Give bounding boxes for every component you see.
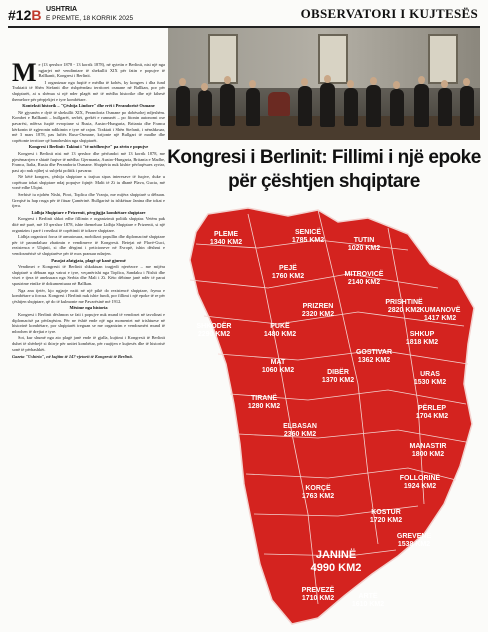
map-svg [168,204,482,628]
map-label-area: 1704 KM2 [415,413,449,420]
map-label-name: PEJË [279,265,297,272]
map-label-name: SHKODËR [196,323,232,330]
map-label-name: FOLLORINË [399,475,441,482]
map-label-name: PRIZREN [302,303,334,310]
article-body [12,62,165,622]
map-label-area: 1760 KM2 [271,273,305,280]
map-label-area: 4990 KM2 [310,562,362,574]
map-label-area: 1763 KM2 [301,493,335,500]
map-label-area: 1280 KM2 [247,403,281,410]
drop-cap: M [12,62,37,87]
map-label-area: 1340 KM2 [209,239,243,246]
map-label-area: 1610 KM2 [351,601,385,608]
section-title: OBSERVATORI I KUJTESËS [300,6,478,21]
map-label-name: GREVENË [396,533,432,540]
map-label-area: 2320 KM2 [301,311,335,318]
article-paragraph: Në këtë kongres, çështja shqiptare u trajtua sipas interesave të fuqive, duke u copëtuar tokat shqiptare ndaj popujve fqinjë: Malit të Zi iu dhanë Plava, Gucia, më vonë edhe Ulqini. [12,174,165,191]
article-paragraph: e (13 qershor 1878 - 13 korrik 1878), në qytetin e Berlinit, nisi një nga ngjarjet më vendimtare të shekullit XIX për fatin e popujve të Ballkanit, Kongresi i Berlinit. [38,62,165,79]
article-signature: Gazeta "Ushtria", në kujtim të 147-vjetorit të Kongresit të Berlinit. [12,354,133,360]
albanian-lands-map [168,204,482,628]
map-label-area: 1538 KM2 [397,541,431,548]
map-label-area: 1785 KM2 [291,237,325,244]
map-label-area: 2140 KM2 [347,279,381,286]
map-label-area: 2820 KM2 [387,307,421,314]
section-subtitle: Kongresi i Berlinit: Takimi i "të mëdhenjve" pa zërin e popujve [28,144,149,150]
page-number: #12B [8,7,42,23]
article-paragraph: I organizuar nga fuqitë e mëdha të kohës, ky kongres i dha fund Traktatit të Shën Stefanit dhe rishpërndau territoret osmane në Ballkan, por për shqiptarët, ai u shënua si një nder plagët më të mëdha historike dhe një kthesë themelore për përpjekjet e tyre kombëtare. [12,79,165,102]
map-label-area: 1800 KM2 [411,451,445,458]
article-paragraph: Nga ana tjetër, kjo ngjarje nxiti në një pikë do rezistencë shqiptare, fryma e kombëtare u forcua. Kongresi i Berlinit nuk ishte fundi, por fillimi i një epoke të re për çështjen shqiptare, që do të kulmonte me Pavarësinë më 1912. [12,287,165,304]
article-paragraph: Në gjysmën e dytë të shekullit XIX, Perandoria Osmane po dobësohej ndjeshëm. Kombet e Ballkanit – bullgarët, serbët, grekët e rumunët – po fitonin autonomi ose pavarësi, ndërsa fuqitë evropiane si Rusia, Austro-Hungaria, Britania dhe Franca kërkonin të zgjeronin ndikimin e tyre në rajon. Traktati i Shën Stefanit, i nënshkruar, më 3 mars 1878, pas luftës Ruso-Osmane, krijonte një Bullgari të madhe dhe copëtonte territore që banoheshin nga shqiptarët. [12,109,165,143]
page-header [8,4,480,28]
article-paragraph: Vendimet e Kongresit të Berlinit shkaktuan tragjedi njerëzore – me mijëra shqiptarë u dëbuan nga vatrat e tyre, veçanërisht nga Toplica, Sandaku i Nishit dhe viset e tjera të aneksuara nga Serbia dhe Mali i Zi. Këto dëbime janë ndër të parat spastrime etnike të dokumentuara në Ballkan. [12,264,165,286]
map-label-name: TUTIN [353,237,375,244]
publication-block [46,5,133,23]
map-label-name: ARTË [358,593,378,600]
map-label-name: PUKË [270,323,290,330]
map-label-name: PËRLEP [417,405,447,412]
map-label-name: URAS [420,371,440,378]
article-paragraph: Kongresi i Berlinit shkoi edhe fillimin e organizimit politik shqiptar. Vetëm pak ditë më parë, më 10 qershor 1878, ishte themeluar Lidhja Shqiptare e Prizrenit, si një organizim i parë i rrezikut të copëtimit të tokave shqiptare. [12,216,165,233]
map-label-area: 1530 KM2 [413,379,447,386]
map-label-name: DIBËR [327,369,349,376]
map-label-area: 1480 KM2 [263,331,297,338]
article-paragraph: Lidhja organizoi forca të armatosura, mobilizoi popullin dhe diplomacinë shqiptare për të parandaluar zbatimin e vendimeve të Kongresit. Betejat në Plavë-Guci, rezistenca e Ulqinit, si dhe dërgimi i peticioneve në Evropë, ishin dëshmi e vendosmërisë së shqiptarëve për të mos pranuar ndarjen. [12,234,165,256]
map-label-name: PREVEZË [301,587,335,594]
publication-date: E PREMTE, 18 KORRIK 2025 [46,15,134,22]
map-label-name: PLEME [213,231,239,238]
map-label-name: SENICË [294,229,322,236]
article-paragraph: Kongresi i Berlinit nisi më 13 qershor dhe përfundoi më 13 korrik 1878, me pjesëmarrjen e shtatë fuqive të mëdha: Gjermania, Austro-Hungaria, Britania e Madhe, Franca, Italia, Rusia dhe Perandoria Osmane. Shqipëria nuk kishte përfaqësues zyrtar, pasi ajo nuk njihej si subjekt politik i pavarur. [12,150,165,173]
map-label-area: 1370 KM2 [321,377,355,384]
map-label-name: MAT [270,359,286,366]
article-paragraph: Kongresi i Berlinit dëshmon se fati i popujve nuk mund të vendoset në tavolinat e diplomacisë pa përfaqësim. Për ne është ende një nga momentet më trishtuese në historinë kombëtare, por shqiptarët treguan se me organizim e vendosmëri mund të mbrohen të drejtat e tyre. [12,311,165,334]
map-label-area: 1818 KM2 [405,339,439,346]
section-subtitle: Mësime nga historia [69,305,108,311]
map-label-name: TIRANË [250,395,278,402]
section-subtitle: Pasojat afatgjata, plagë që kanë gjurmë [51,257,126,263]
map-label-area: 1020 KM2 [347,245,381,252]
headline: Kongresi i Berlinit: Fillimi i një epoke për çështjen shqiptare [167,147,481,192]
publication-name: USHTRIA [46,6,78,13]
map-label-area: 1362 KM2 [357,357,391,364]
map-label-name: MITROVICË [344,271,384,278]
section-subtitle: Konteksti historik – "Çështja Lindore" dhe rrëi i Perandorisë Osmane [22,103,155,109]
map-label-name: KUMANOVË [419,307,461,314]
map-label-name: SHKUP [409,331,435,338]
map-label-name: MANASTIR [409,443,447,450]
map-label-name: PRISHTINË [385,299,423,306]
map-label-area: 1710 KM2 [301,595,335,602]
map-label-name: GOSTIVAR [355,349,393,356]
map-label-area: 1720 KM2 [369,517,403,524]
article-paragraph: Serbisë iu njohën Nishi, Pirot, Toplica dhe Vranja, me mijëra shqiptarë u dëbuan. Greqisë iu hap rruga për të fituar Çamërinë. Bullgarisë iu ishkëtuar Janina dhe tokat e tjera. [12,192,165,209]
article-paragraph: Sot, kur shumë nga ato plagë janë ende të gjalla, kujtimi i Kongresit të Berlinit duhet të shërbejë si thirrje për unitet kombëtar, për ruajtjen e kujtesës dhe të historisë sonë të përbashkët. [12,335,165,352]
map-label-area: 2290 KM2 [197,331,231,338]
historical-painting [168,28,480,140]
map-label-name: ELBASAN [283,423,317,430]
map-label-name: KORÇË [305,485,331,492]
map-label-name: KOSTUR [371,509,401,516]
map-label-area: 1417 KM2 [423,315,457,322]
map-label-area: 2360 KM2 [283,431,317,438]
section-subtitle: Lidhja Shqiptare e Prizrenit, përgjigjja kombëtare shqiptare [31,209,146,215]
map-label-area: 1924 KM2 [403,483,437,490]
map-label-name: JANINË [315,549,357,561]
map-label-area: 1060 KM2 [261,367,295,374]
